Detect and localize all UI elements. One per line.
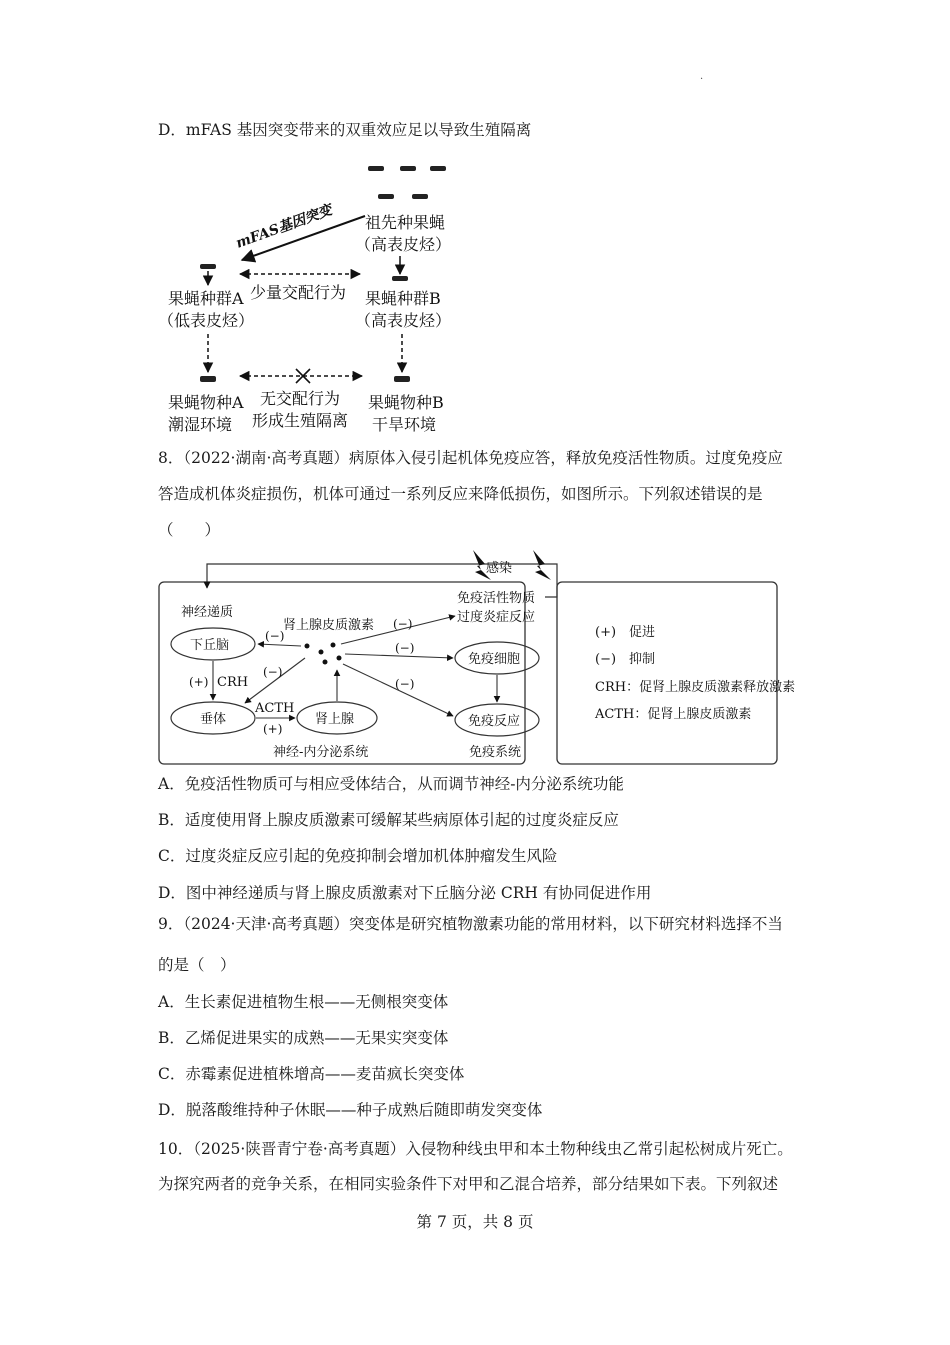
cortisol-dots <box>305 643 342 665</box>
minus-sign: (−) <box>263 665 283 679</box>
lightning-icon <box>533 550 551 580</box>
popB-name: 果蝇种群B <box>365 289 441 308</box>
overreaction-label: 过度炎症反应 <box>457 610 536 625</box>
neurotransmitter-label: 神经递质 <box>181 605 234 620</box>
fly-icon <box>200 264 216 269</box>
q8-stem-line-3: （ ） <box>158 521 221 539</box>
acth-label: ACTH <box>255 701 295 716</box>
q7-option-d: D．mFAS 基因突变带来的双重效应足以导致生殖隔离 <box>158 121 532 139</box>
legend-crh: CRH：促肾上腺皮质激素释放激素 <box>595 680 796 695</box>
plus-sign: (+) <box>263 722 283 736</box>
popA-trait: （低表皮烃） <box>158 311 255 330</box>
q9-option-c: C．赤霉素促进植株增高——麦苗疯长突变体 <box>158 1065 465 1083</box>
popB-trait: （高表皮烃） <box>355 311 452 330</box>
legend-minus: (−) 抑制 <box>595 652 656 667</box>
immune-system-label: 免疫系统 <box>469 745 522 760</box>
legend-plus: (+) 促进 <box>595 625 656 640</box>
speciesA-env: 潮湿环境 <box>168 415 233 434</box>
q9-stem-line-1: 9．（2024·天津·高考真题）突变体是研究植物激素功能的常用材料，以下研究材料选择不当 <box>158 915 783 933</box>
plus-sign: (+) <box>189 675 209 689</box>
q10-stem-line-1: 10．（2025·陕晋青宁卷·高考真题）入侵物种线虫甲和本土物种线虫乙常引起松树成片死亡。 <box>158 1140 793 1158</box>
no-mating-label: 无交配行为 <box>260 389 341 408</box>
q8-stem-line-1: 8．（2022·湖南·高考真题）病原体入侵引起机体免疫应答，释放免疫活性物质。过度免疫应 <box>158 449 783 467</box>
ancestor-flies <box>368 166 446 199</box>
hypothalamus-label: 下丘脑 <box>190 638 230 653</box>
immune-cell-label: 免疫细胞 <box>468 652 521 667</box>
neuro-system-label: 神经-内分泌系统 <box>273 745 369 760</box>
legend-acth: ACTH：促肾上腺皮质激素 <box>595 707 752 722</box>
fly-icon <box>200 376 216 382</box>
stray-mark: · <box>700 74 704 85</box>
q8-option-a: A．免疫活性物质可与相应受体结合，从而调节神经-内分泌系统功能 <box>158 775 624 793</box>
fly-icon <box>394 376 410 382</box>
q8-option-b: B．适度使用肾上腺皮质激素可缓解某些病原体引起的过度炎症反应 <box>158 811 619 829</box>
minus-sign: (−) <box>395 641 415 655</box>
page-footer: 第 7 页，共 8 页 <box>416 1213 534 1231</box>
pituitary-label: 垂体 <box>200 712 227 727</box>
immune-system-box <box>557 582 777 764</box>
minus-sign: (−) <box>265 629 285 643</box>
fly-icon <box>392 276 408 281</box>
minus-sign: (−) <box>395 677 415 691</box>
q8-option-c: C．过度炎症反应引起的免疫抑制会增加机体肿瘤发生风险 <box>158 847 558 865</box>
q9-option-a: A．生长素促进植物生根——无侧根突变体 <box>158 993 449 1011</box>
q8-immune-diagram <box>155 550 815 770</box>
ancestor-name: 祖先种果蝇 <box>365 213 446 232</box>
isolation-label: 形成生殖隔离 <box>252 411 349 430</box>
crh-label: CRH <box>217 675 249 690</box>
immune-active-label: 免疫活性物质 <box>457 591 536 606</box>
q10-stem-line-2: 为探究两者的竞争关系，在相同实验条件下对甲和乙混合培养，部分结果如下表。下列叙述 <box>158 1175 779 1193</box>
minus-sign: (−) <box>393 617 413 631</box>
q9-stem-line-2: 的是（ ） <box>158 956 236 974</box>
small-mating-label: 少量交配行为 <box>250 283 347 302</box>
q9-option-d: D．脱落酸维持种子休眠——种子成熟后随即萌发突变体 <box>158 1101 543 1119</box>
q8-stem-line-2: 答造成机体炎症损伤，机体可通过一系列反应来降低损伤，如图所示。下列叙述错误的是 <box>158 485 763 503</box>
cortisol-label: 肾上腺皮质激素 <box>283 618 375 633</box>
infection-label: 感染 <box>486 561 513 576</box>
q7-speciation-diagram <box>150 150 490 440</box>
adrenal-label: 肾上腺 <box>315 712 355 727</box>
speciesB-env: 干旱环境 <box>372 415 437 434</box>
speciesB-name: 果蝇物种B <box>368 393 444 412</box>
ancestor-trait: （高表皮烃） <box>355 235 452 254</box>
popA-name: 果蝇种群A <box>168 289 244 308</box>
mutation-label: mFAS基因突变 <box>233 202 335 252</box>
q8-option-d: D．图中神经递质与肾上腺皮质激素对下丘脑分泌 CRH 有协同促进作用 <box>158 884 652 902</box>
speciesA-name: 果蝇物种A <box>168 393 244 412</box>
immune-response-label: 免疫反应 <box>468 714 521 729</box>
q9-option-b: B．乙烯促进果实的成熟——无果实突变体 <box>158 1029 449 1047</box>
